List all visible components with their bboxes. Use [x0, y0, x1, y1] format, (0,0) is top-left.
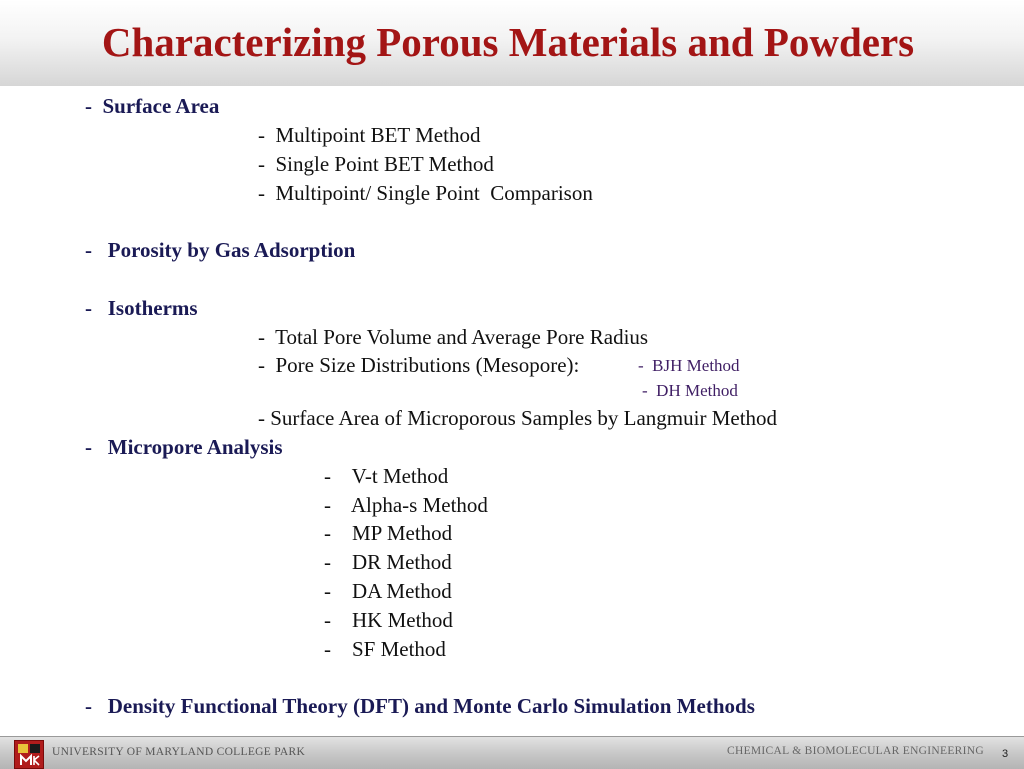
- footer-university: UNIVERSITY OF MARYLAND COLLEGE PARK: [52, 746, 306, 758]
- section-label: Porosity by Gas Adsorption: [107, 238, 356, 262]
- list-item: - DR Method: [324, 550, 452, 574]
- title-bar: [0, 0, 1024, 86]
- list-item: - Total Pore Volume and Average Pore Radius: [258, 325, 649, 349]
- section-surface-area: - Surface Area: [85, 94, 220, 118]
- list-item: - SF Method: [324, 637, 446, 661]
- footer: [0, 736, 1024, 769]
- list-item: - Single Point BET Method: [258, 152, 494, 176]
- umd-logo-icon: [14, 740, 44, 769]
- footer-department: CHEMICAL & BIOMOLECULAR ENGINEERING: [727, 745, 984, 757]
- section-porosity: - Porosity by Gas Adsorption: [85, 238, 356, 262]
- list-item: - Surface Area of Microporous Samples by Langmuir Method: [258, 406, 778, 430]
- slide-title: Characterizing Porous Materials and Powders: [101, 19, 915, 65]
- section-label: Density Functional Theory (DFT) and Monte Carlo Simulation Methods: [107, 694, 755, 718]
- list-item: - HK Method: [324, 608, 453, 632]
- section-dft-monte-carlo: - Density Functional Theory (DFT) and Monte Carlo Simulation Methods: [85, 694, 755, 718]
- sub-list-item: - DH Method: [642, 381, 738, 400]
- section-label: Isotherms: [107, 296, 198, 320]
- section-label: Surface Area: [102, 94, 220, 118]
- section-label: Micropore Analysis: [107, 435, 283, 459]
- sub-list-item: - BJH Method: [638, 356, 740, 375]
- list-item: - DA Method: [324, 579, 452, 603]
- list-item: - V-t Method: [324, 464, 449, 488]
- page-number: 3: [1002, 748, 1009, 760]
- section-micropore-analysis: - Micropore Analysis: [85, 435, 283, 459]
- list-item: - Alpha-s Method: [324, 493, 488, 517]
- list-item: - Multipoint/ Single Point Comparison: [258, 181, 593, 205]
- list-item: - Pore Size Distributions (Mesopore):: [258, 353, 580, 377]
- section-isotherms: - Isotherms: [85, 296, 198, 320]
- list-item: - MP Method: [324, 521, 453, 545]
- list-item: - Multipoint BET Method: [258, 123, 481, 147]
